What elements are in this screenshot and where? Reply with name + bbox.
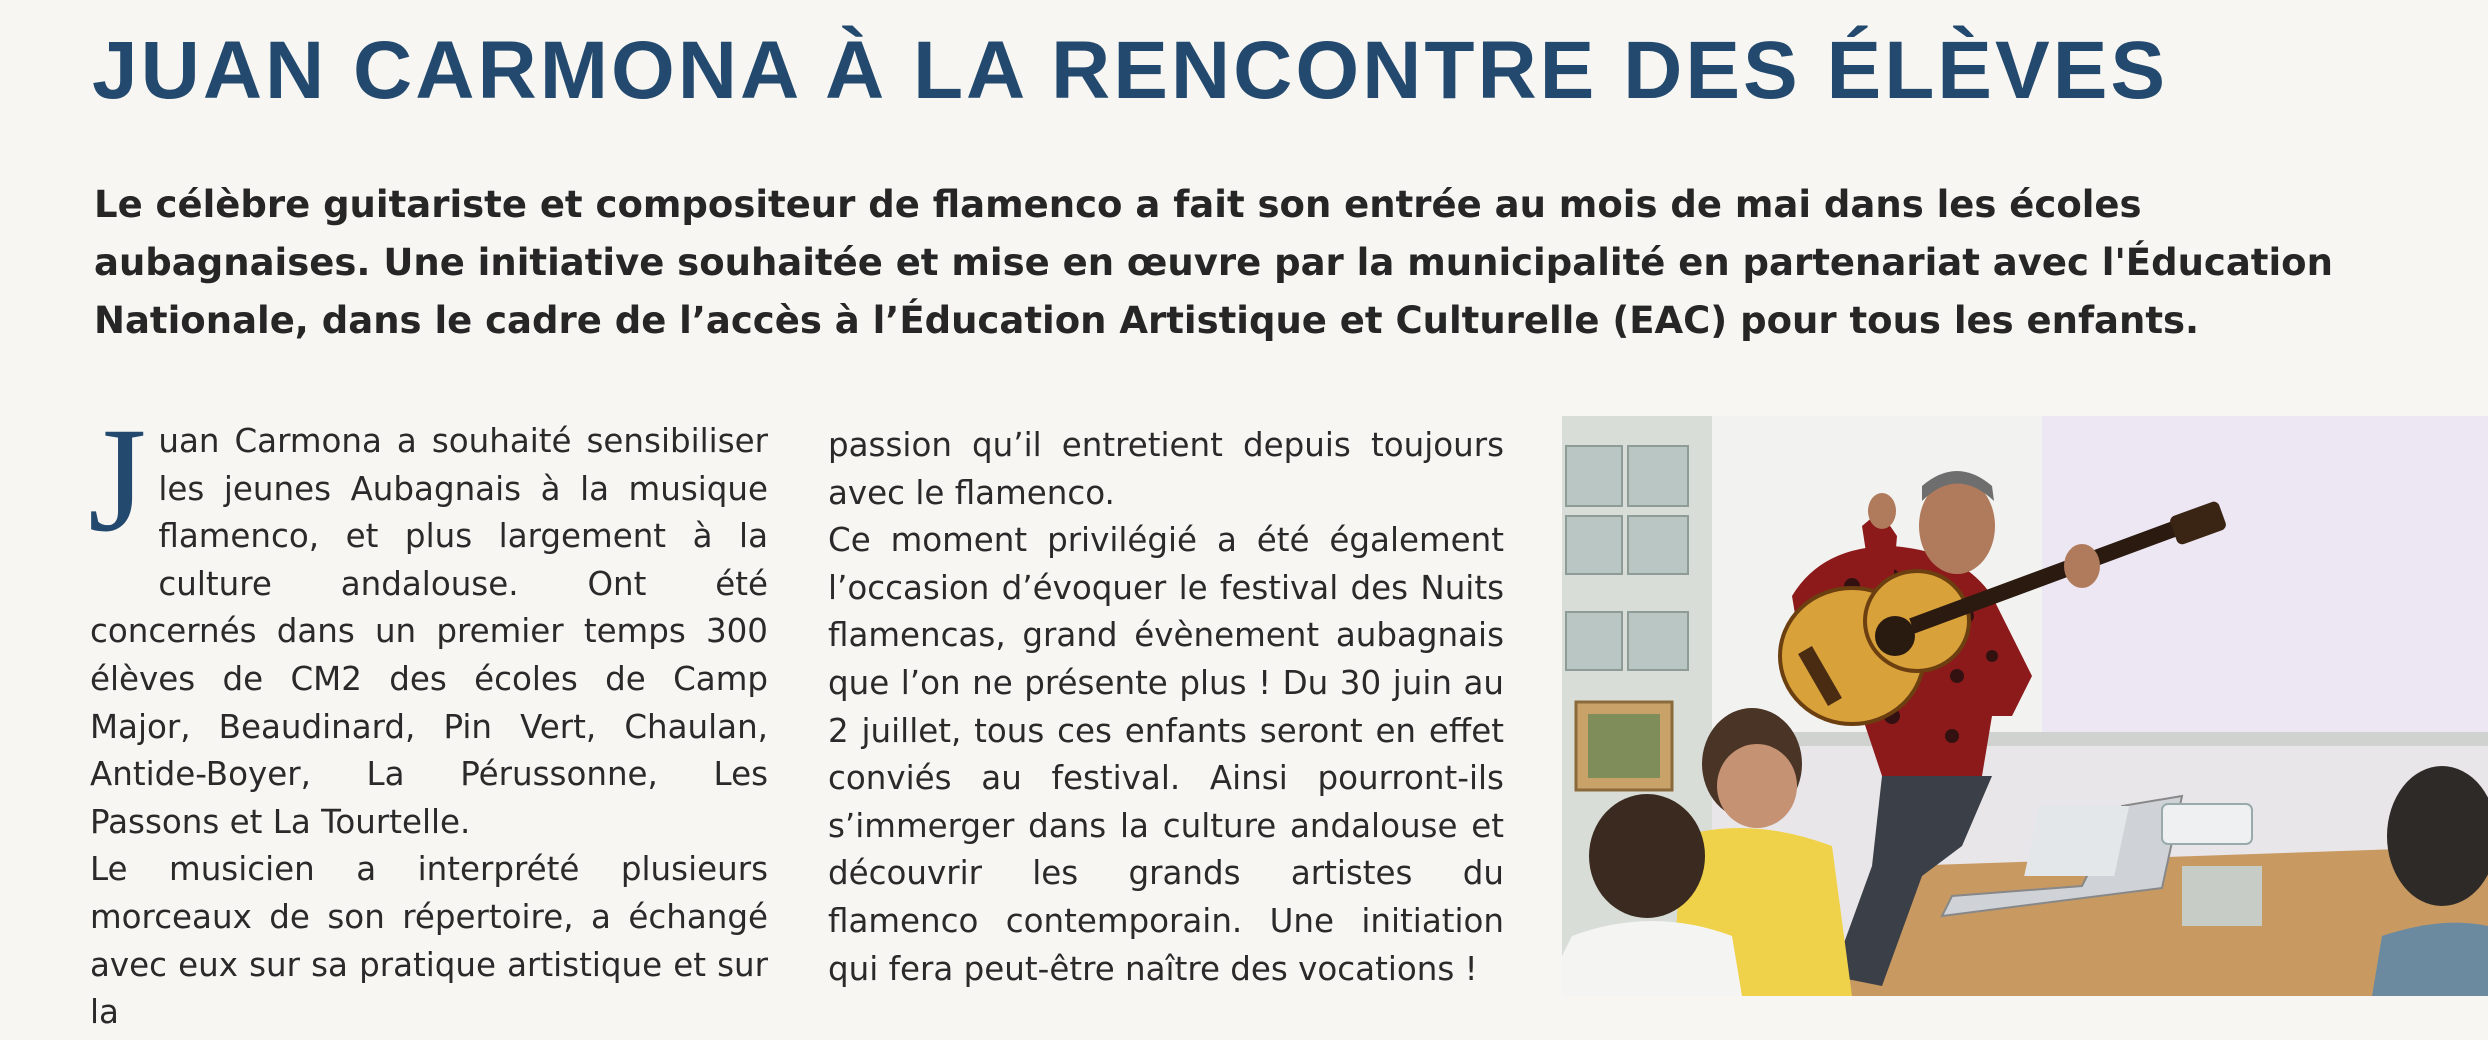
- text-column-1: [88, 397, 768, 1037]
- article-title: JUAN CARMONA À LA RENCONTRE DES ÉLÈVES: [92, 25, 2169, 116]
- guitarist-classroom-illustration: [1562, 416, 2488, 996]
- article-lead: [94, 176, 2394, 350]
- lead-line: aubagnaises. Une initiative souhaitée et mise en œuvre par la municipalité en partenariat avec l'Éducation: [94, 241, 2333, 284]
- lead-line: Le célèbre guitariste et compositeur de flamenco a fait son entrée au mois de mai dans les écoles: [94, 183, 2142, 226]
- paragraph: Ce moment privilégié a été également l’occasion d’évoquer le festival des Nuits flamencas, grand évènement aubagnais que l’on ne présente plus ! Du 30 juin au 2 juillet, tous ces enfants seront en effet conviés au festival. Ainsi pourront-ils s’immerger dans la culture andalouse et découvrir les grands artistes du flamenco contemporain. Une initiation qui fera peut-être naître des vocations !: [828, 521, 1504, 988]
- paragraph: uan Carmona a souhaité sensibiliser les jeunes Aubagnais à la musique flamenco, et plus largement à la culture andalouse. Ont été concernés dans un premier temps 300 élèves de CM2 des écoles de Camp Major, Beaudinard, Pin Vert, Chaulan, Antide-Boyer, La Pérussonne, Les Passons et La Tourtelle.: [90, 422, 768, 841]
- lead-line: Nationale, dans le cadre de l’accès à l’Éducation Artistique et Culturelle (EAC) pour tous les enfants.: [94, 299, 2200, 342]
- text-column-2: [828, 422, 1504, 993]
- drop-cap: J: [88, 397, 147, 563]
- paragraph: Le musicien a interprété plusieurs morceaux de son répertoire, a échangé avec eux sur sa pratique artistique et sur la: [90, 850, 768, 1032]
- paragraph: passion qu’il entretient depuis toujours avec le flamenco.: [828, 426, 1504, 512]
- article-photo: [1562, 416, 2488, 996]
